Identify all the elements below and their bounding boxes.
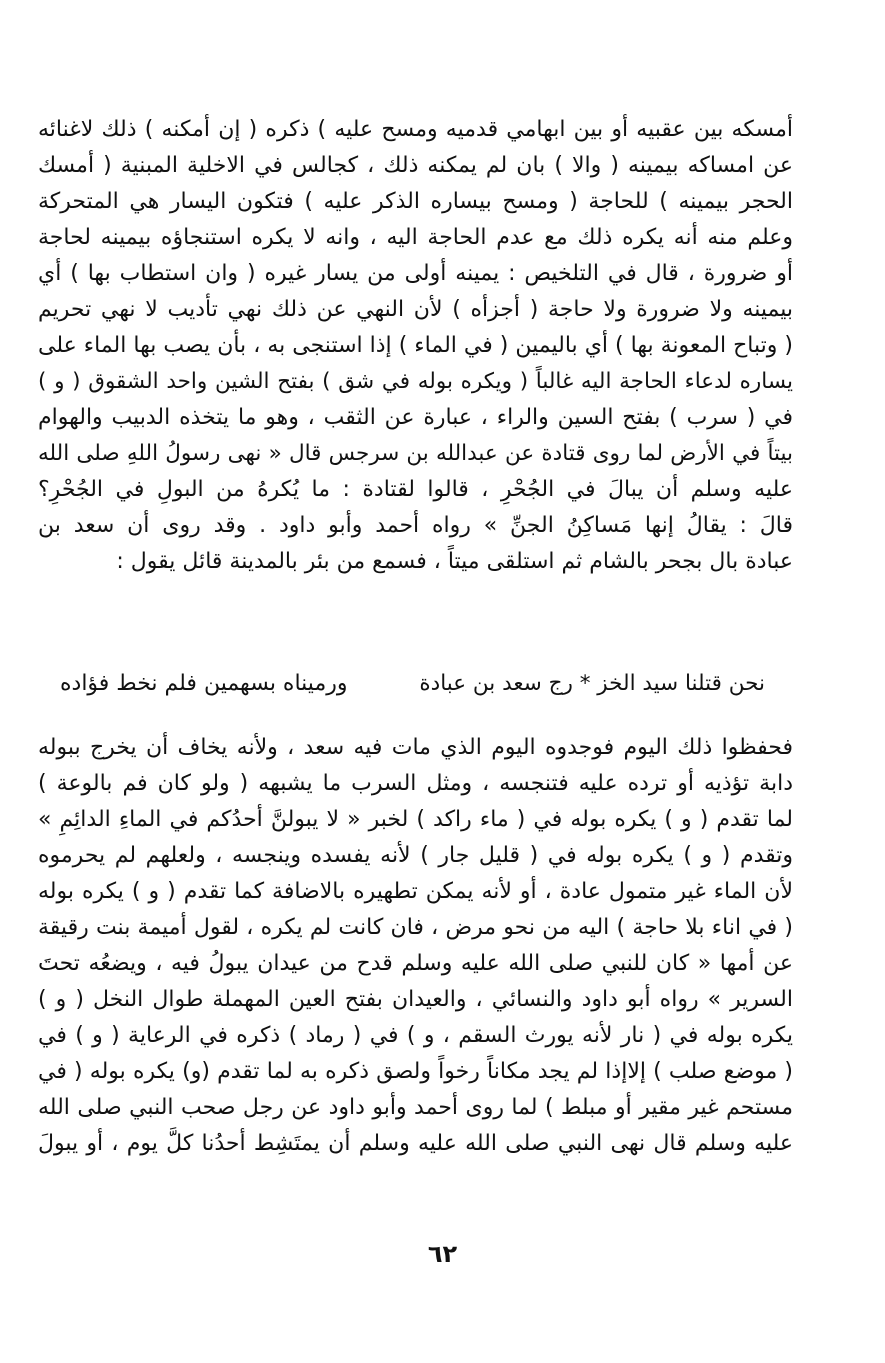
text-line: الحجر بيمينه ) للحاجة ( ومسح بيساره الذكر عليه ) فتكون اليسار هي المتحركة	[38, 189, 793, 214]
text-line: ( موضع صلب ) إلاإذا لم يجد مكاناً رخواً ولصق ذكره به لما تقدم (و) يكره بوله ( في	[38, 1059, 793, 1084]
paragraph-2	[38, 730, 793, 1162]
paragraph-1	[38, 112, 793, 580]
text-line: عليه وسلم أن يبالَ في الجُحْرِ ، قالوا لقتادة : ما يُكرهُ من البولِ في الجُحْرِ؟	[38, 477, 793, 502]
text-line: بيتاً في الأرض لما روى قتادة عن عبدالله بن سرجس قال « نهى رسولُ اللهِ صلى الله	[38, 441, 793, 466]
text-line: أو ضرورة ، قال في التلخيص : يمينه أولى من يسار غيره ( وان استطاب بها ) أي	[38, 261, 793, 286]
text-line: قالَ : يقالُ إنها مَساكِنُ الجنِّ » رواه أحمد وأبو داود . وقد روى أن سعد بن	[38, 513, 793, 538]
text-line: فحفظوا ذلك اليوم فوجدوه اليوم الذي مات فيه سعد ، ولأنه يخاف أن يخرج ببوله	[38, 735, 793, 760]
page-number: ٦٢	[427, 1240, 458, 1268]
text-line: السرير » رواه أبو داود والنسائي ، والعيدان بفتح العين المهملة طوال النخل ( و )	[38, 987, 793, 1012]
text-line: عن امساكه بيمينه ( والا ) بان لم يمكنه ذلك ، كجالس في الاخلية المبنية ( أمسك	[38, 153, 793, 178]
text-line: لما تقدم ( و ) يكره بوله في ( ماء راكد ) لخبر « لا يبولنَّ أحدُكم في الماءِ الدائِمِ »	[38, 807, 793, 832]
text-line: عليه وسلم قال نهى النبي صلى الله عليه وسلم أن يمتَشِط أحدُنا كلَّ يوم ، أو يبولَ	[38, 1131, 793, 1156]
verse-first-hemistich: نحن قتلنا سيد الخز * رج سعد بن عبادة	[419, 671, 765, 696]
text-line: بيمينه ولا ضرورة ولا حاجة ( أجزأه ) لأن النهي عن ذلك نهي تأديب لا نهي تحريم	[38, 297, 793, 322]
text-line: دابة تؤذيه أو ترده عليه فتنجسه ، ومثل السرب ما يشبهه ( ولو كان فم بالوعة )	[38, 771, 793, 796]
text-line: وعلم منه أنه يكره ذلك مع عدم الحاجة اليه ، وانه لا يكره استنجاؤه بيمينه لحاجة	[38, 225, 793, 250]
text-line: عن أمها « كان للنبي صلى الله عليه وسلم قدح من عيدان يبولُ فيه ، ويضعُه تحتَ	[38, 951, 793, 976]
text-line: لأن الماء غير متمول عادة ، أو لأنه يمكن تطهيره بالاضافة كما تقدم ( و ) يكره بوله	[38, 879, 793, 904]
text-line: ( في اناء بلا حاجة ) اليه من نحو مرض ، فان كانت لم يكره ، لقول أميمة بنت رقيقة	[38, 915, 793, 940]
text-line: يكره بوله في ( نار لأنه يورث السقم ، و ) في ( رماد ) ذكره في الرعاية ( و ) في	[38, 1023, 793, 1048]
text-line: في ( سرب ) بفتح السين والراء ، عبارة عن الثقب ، وهو ما يتخذه الدبيب والهوام	[38, 405, 793, 430]
text-line: مستحم غير مقير أو مبلط ) لما روى أحمد وأبو داود عن رجل صحب النبي صلى الله	[38, 1095, 793, 1120]
verse-second-hemistich: ورميناه بسهمين فلم نخط فؤاده	[60, 671, 348, 696]
text-line: عبادة بال بجحر بالشام ثم استلقى ميتاً ، فسمع من بئر بالمدينة قائل يقول :	[116, 549, 793, 574]
text-line: ( وتباح المعونة بها ) أي باليمين ( في الماء ) إذا استنجى به ، بأن يصب بها الماء على	[38, 333, 793, 358]
text-line: وتقدم ( و ) يكره بوله في ( قليل جار ) لأنه يفسده وينجسه ، ولعلهم لم يحرموه	[38, 843, 793, 868]
text-line: يساره لدعاء الحاجة اليه غالباً ( ويكره بوله في شق ) بفتح الشين واحد الشقوق ( و )	[38, 369, 793, 394]
text-line: أمسكه بين عقبيه أو بين ابهامي قدميه ومسح عليه ) ذكره ( إن أمكنه ) ذلك لاغنائه	[38, 117, 793, 142]
poetry-verse	[60, 664, 765, 704]
